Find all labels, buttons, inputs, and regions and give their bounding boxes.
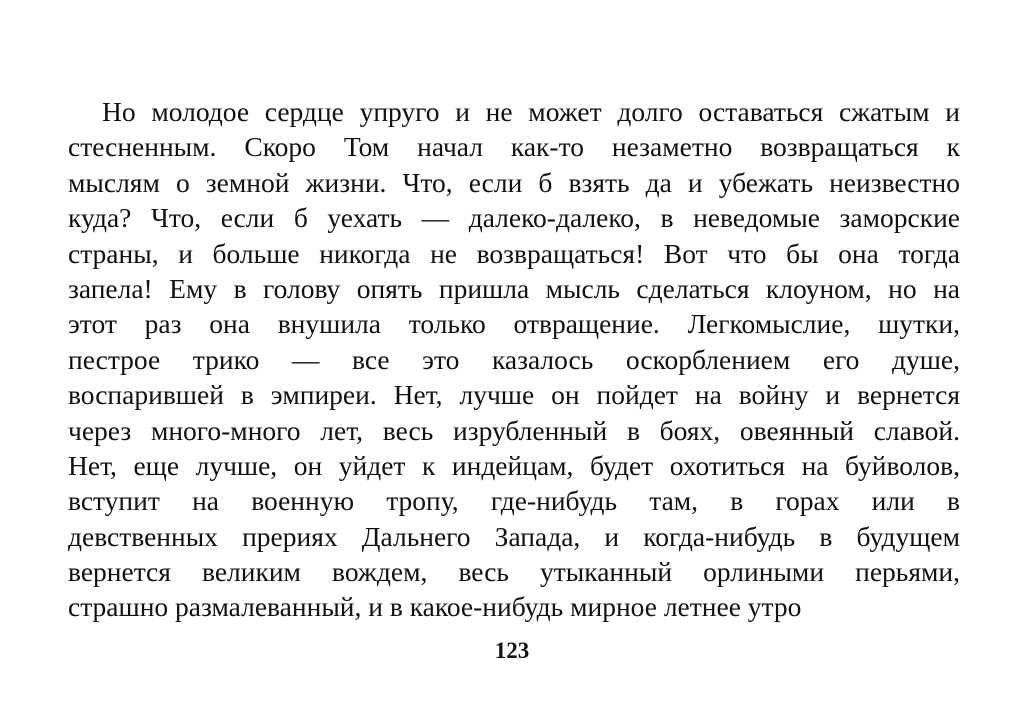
page-number: 123 [494,638,530,663]
text-line: запела! Ему в голову опять пришла мысль сделаться клоуном, но на [68,272,960,304]
text-line: куда? Что, если б уехать — далеко-далеко, в неведомые заморские [68,202,960,234]
text-line: Но молодое сердце упруго и не может долго оставаться сжатым и [102,96,960,127]
text-line: стесненным. Скоро Том начал как-то незаметно возвращаться к [68,131,960,163]
text-line: этот раз она внушила только отвращение. Легкомыслие, шутки, [68,308,960,340]
text-line: страшно размалеванный, и в какое-нибудь мирное летнее утро [68,591,802,623]
text-line: воспарившей в эмпиреи. Нет, лучше он пойдет на войну и вернется [68,379,960,411]
text-line: вступит на военную тропу, где-нибудь там, в горах или в [68,485,960,517]
text-line: страны, и больше никогда не возвращаться! Вот что бы она тогда [68,237,960,269]
text-line: вернется великим вождем, весь утыканный орлиными перьями, [68,556,960,588]
text-line: мыслям о земной жизни. Что, если б взять да и убежать неизвестно [68,166,960,198]
text-line: через много-много лет, весь изрубленный в боях, овеянный славой. [68,414,960,446]
text-line: пестрое трико — все это казалось оскорблением его душе, [68,343,960,375]
text-line: девственных прериях Дальнего Запада, и когда-нибудь в будущем [68,520,960,552]
text-line: Нет, еще лучше, он уйдет к индейцам, будет охотиться на буйволов, [68,449,960,481]
paragraph [68,94,960,625]
